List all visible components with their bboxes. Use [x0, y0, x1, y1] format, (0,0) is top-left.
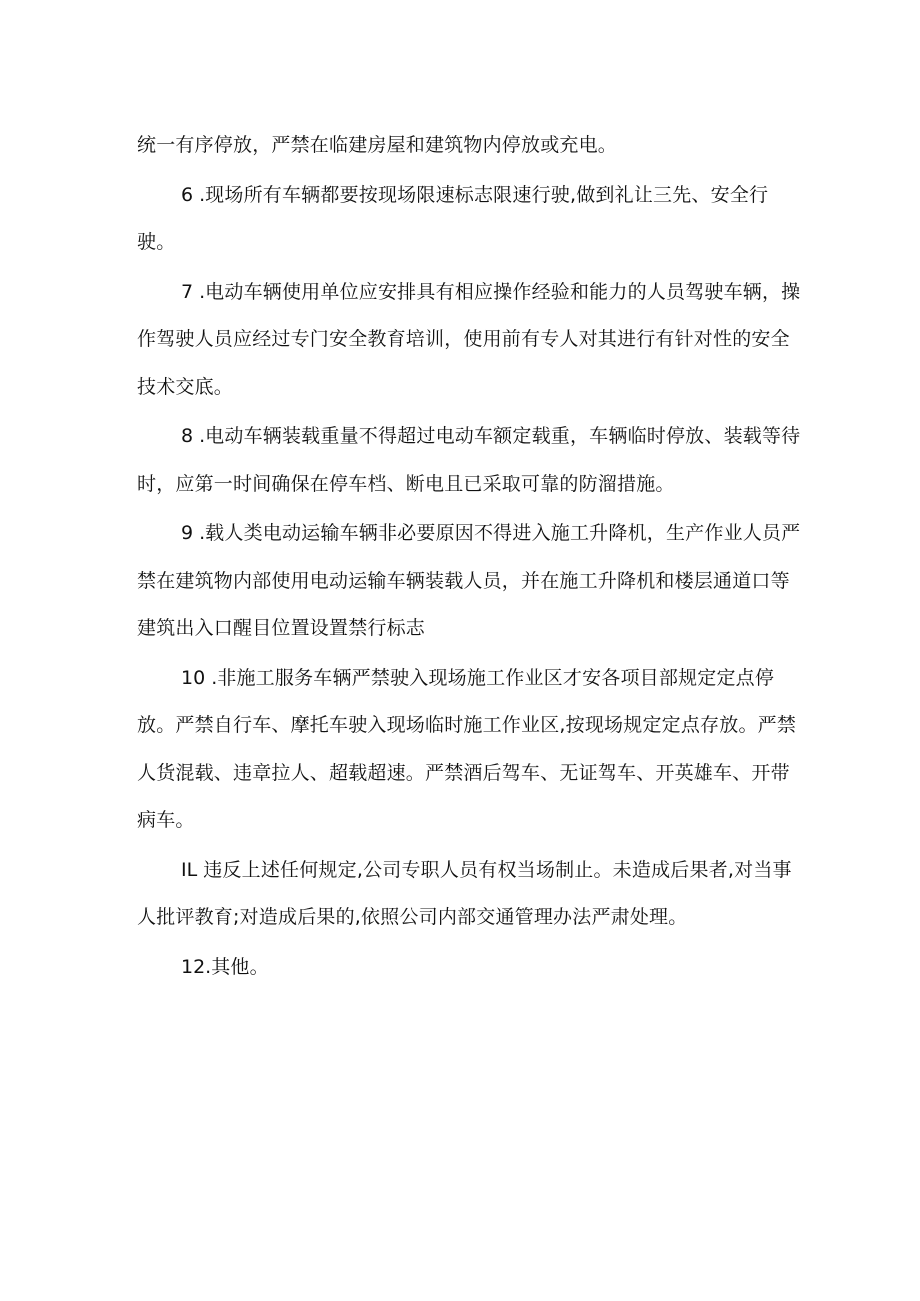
paragraph-number: 9 .	[181, 522, 206, 544]
paragraph-continuation	[137, 122, 803, 170]
paragraph-number: 8 .	[181, 425, 206, 447]
paragraph-8	[137, 413, 803, 508]
paragraph-text: 其他。	[211, 955, 269, 978]
paragraph-text: 载人类电动运输车辆非必要原因不得进入施工升降机，生产作业人员严禁在建筑物内部使用电动运输车辆装载人员，并在施工升降机和楼层通道口等建筑出入口醒目位置设置禁行标志	[137, 522, 801, 639]
document-body	[137, 122, 803, 993]
paragraph-10	[137, 655, 803, 845]
paragraph-number: IL	[181, 858, 204, 881]
paragraph-text: 统一有序停放，严禁在临建房屋和建筑物内停放或充电。	[137, 134, 618, 156]
paragraph-text: 非施工服务车辆严禁驶入现场施工作业区才安各项目部规定定点停放。严禁自行车、摩托车驶入现场临时施工作业区,按现场规定定点存放。严禁人货混载、违章拉人、超载超速。严禁酒后驾车、无证驾车、开英雄车、开带病车。	[137, 666, 797, 831]
paragraph-12	[137, 944, 803, 992]
paragraph-number: 10 .	[181, 666, 218, 689]
paragraph-text: 电动车辆使用单位应安排具有相应操作经验和能力的人员驾驶车辆，操作驾驶人员应经过专门安全教育培训，使用前有专人对其进行有针对性的安全技术交底。	[137, 280, 801, 398]
paragraph-number: 12.	[181, 955, 212, 978]
paragraph-number: 7 .	[181, 280, 206, 303]
paragraph-text: 违反上述任何规定,公司专职人员有权当场制止。未造成后果者,对当事人批评教育;对造成后果的,依照公司内部交通管理办法严肃处理。	[137, 858, 792, 928]
paragraph-6	[137, 172, 803, 267]
paragraph-9	[137, 510, 803, 653]
paragraph-text: 电动车辆装载重量不得超过电动车额定载重，车辆临时停放、装载等待时，应第一时间确保在停车档、断电且已采取可靠的防溜措施。	[137, 425, 801, 495]
paragraph-number: 6 .	[181, 183, 206, 206]
paragraph-7	[137, 269, 803, 412]
paragraph-11	[137, 847, 803, 942]
paragraph-text: 现场所有车辆都要按现场限速标志限速行驶,做到礼让三先、安全行驶。	[137, 183, 769, 253]
